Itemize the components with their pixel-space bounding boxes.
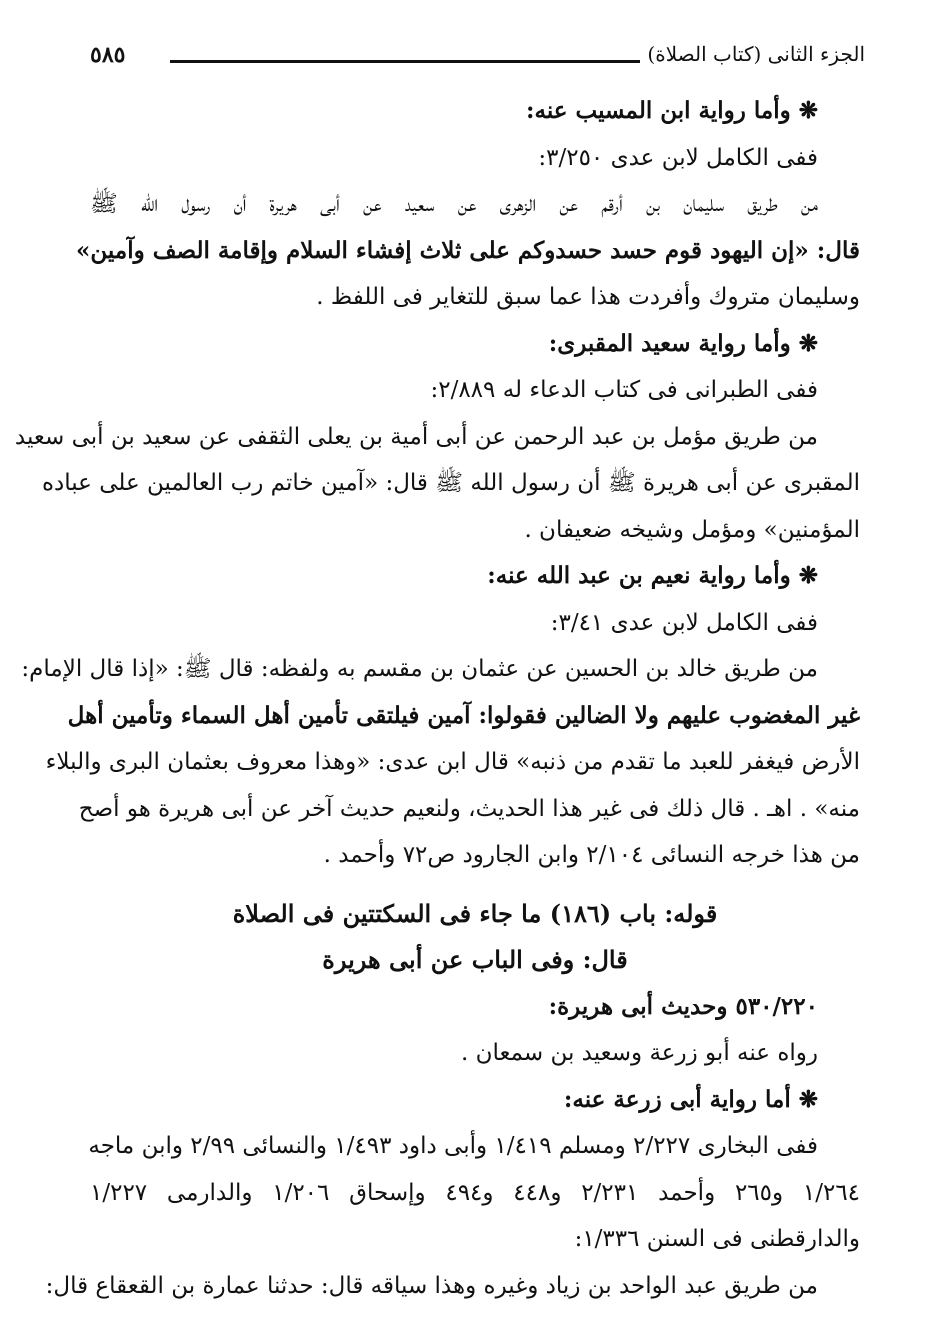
text-line: منه» . اهـ . قال ذلك فى غير هذا الحديث، ولنعيم حديث آخر عن أبى هريرة هو أصح [78,795,860,822]
text-line: قال: «إن اليهود قوم حسد حسدوكم على ثلاث إفشاء السلام وإقامة الصف وآمين» [76,236,860,264]
text-line: ١/٢٦٤ و٢٦٥ وأحمد ٢/٢٣١ و٤٤٨ و٤٩٤ وإسحاق ١/٢٠٦ والدارمى ١/٢٢٧ [90,1179,861,1206]
header-rule [170,60,640,63]
subsection-heading: ❋ وأما رواية ابن المسيب عنه: [526,97,818,124]
text-line: رواه عنه أبو زرعة وسعيد بن سمعان . [460,1040,818,1066]
text-line: غير المغضوب عليهم ولا الضالين فقولوا: آمين فيلتقى تأمين أهل السماء وتأمين أهل [67,701,860,729]
subsection-heading: ❋ أما رواية أبى زرعة عنه: [563,1085,818,1113]
text-line: من هذا خرجه النسائى ٢/١٠٤ وابن الجارود ص٧٢ وأحمد . [323,842,860,868]
text-line: من طريق عبد الواحد بن زياد وغيره وهذا سياقه قال: حدثنا عمارة بن القعقاع قال: [45,1272,818,1299]
subsection-heading: ❋ وأما رواية نعيم بن عبد الله عنه: [487,562,818,589]
text-line: المؤمنين» ومؤمل وشيخه ضعيفان . [524,516,860,543]
hadith-number: ٥٣٠/٢٢٠ وحديث أبى هريرة: [548,992,818,1020]
text-line: ففى الكامل لابن عدى ٣/٢٥٠: [538,144,818,171]
text-line: وسليمان متروك وأفردت هذا عما سبق للتغاير فى اللفظ . [316,284,860,310]
chapter-subheading: قال: وفى الباب عن أبى هريرة [322,945,628,974]
running-header [90,38,865,78]
text-line: ففى البخارى ٢/٢٢٧ ومسلم ١/٤١٩ وأبى داود ١/٤٩٣ والنسائى ٢/٩٩ وابن ماجه [88,1133,818,1159]
text-line: المقبرى عن أبى هريرة ﷺ أن رسول الله ﷺ قال: «آمين خاتم رب العالمين على عباده [41,470,860,496]
text-line: من طريق سليمان بن أرقم عن الزهرى عن سعيد عن أبى هريرة أن رسول الله ﷺ [90,191,818,217]
subsection-heading: ❋ وأما رواية سعيد المقبرى: [548,329,818,357]
text-line: ففى الطبرانى فى كتاب الدعاء له ٢/٨٨٩: [430,377,818,403]
text-line: ففى الكامل لابن عدى ٣/٤١: [550,609,818,636]
text-line: والدارقطنى فى السنن ١/٣٣٦: [574,1226,860,1252]
spacer [90,879,860,891]
header-title: الجزء الثانى (كتاب الصلاة) [647,42,865,66]
chapter-heading: قوله: باب (١٨٦) ما جاء فى السكتتين فى الصلاة [232,898,718,928]
text-line: من طريق مؤمل بن عبد الرحمن عن أبى أمية بن يعلى الثقفى عن سعيد بن أبى سعيد [14,423,818,450]
page-number: ٥٨٥ [90,42,126,68]
text-line: الأرض فيغفر للعبد ما تقدم من ذنبه» قال ابن عدى: «وهذا معروف بعثمان البرى والبلاء [45,749,860,775]
page-body [14,88,861,1309]
text-line: من طريق خالد بن الحسين عن عثمان بن مقسم به ولفظه: قال ﷺ: «إذا قال الإمام: [21,656,818,682]
